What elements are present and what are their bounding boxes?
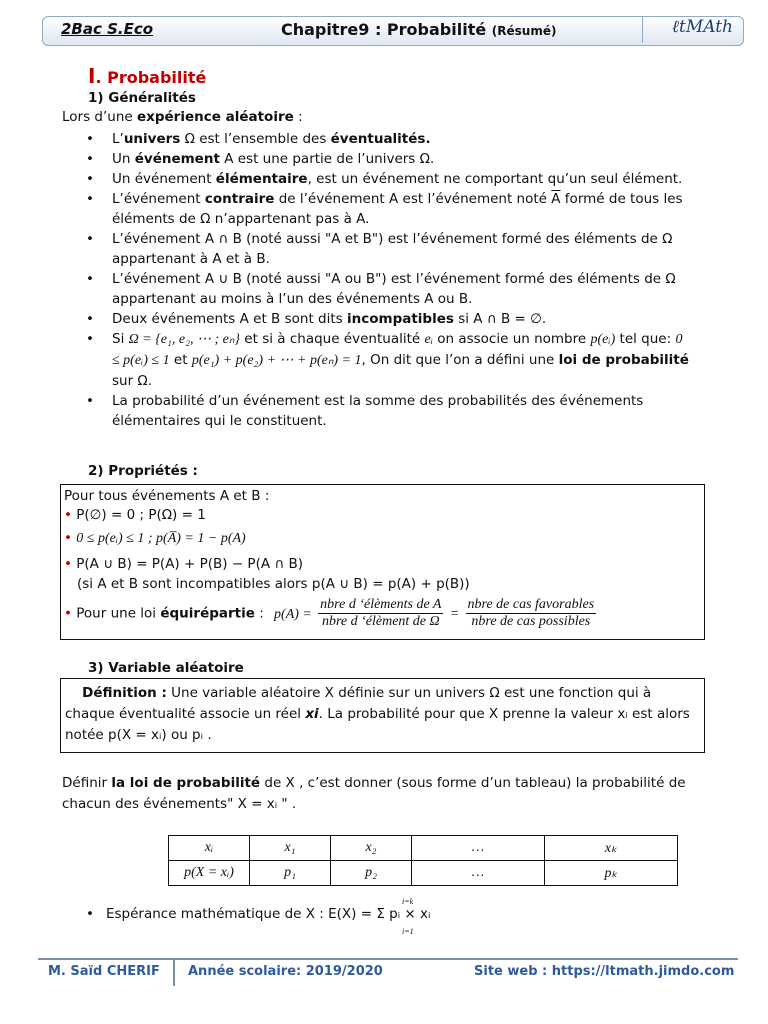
esperance-item: • Espérance mathématique de X : E(X) = Σ pᵢ × xᵢ [86,906,431,922]
subsection-1-title: 1) Généralités [88,90,196,106]
properties-intro: Pour tous événements A et B : [64,488,270,504]
author: M. Saïd CHERIF [48,964,160,979]
list-item: • L’événement A ∩ B (noté aussi "A et B") est l’événement formé des éléments de Ω appartenant à A et à B. [82,229,692,269]
chapter-title: Chapitre9 : Probabilité (Résumé) [281,20,557,39]
property-union: • P(A ∪ B) = P(A) + P(B) − P(A ∩ B) [64,556,304,572]
table-cell: p(X = xᵢ) [169,861,250,886]
definition-box [60,678,705,753]
property-equiprobable: • Pour une loi équirépartie : p(A) = $\frac{\text{nbre d ‘élèments de A}}{\text{nbre d ‘élèment de Ω}}$ = $\frac{\text{nbre de cas favorables}}{\text{nbre de cas possibles}}$ [64,597,595,629]
property-incompatible: (si A et B sont incompatibles alors p(A ∪ B) = p(A) + p(B)) [77,576,470,592]
table-cell: xᵢ [169,836,250,861]
list-item: • Un événement A est une partie de l’univers Ω. [82,149,692,169]
page-header [42,16,744,46]
list-item: • Un événement élémentaire, est un événement ne comportant qu’un seul élément. [82,169,692,189]
table-row [169,836,678,861]
table-cell: pₖ [545,861,678,886]
table-cell: xₖ [545,836,678,861]
page-footer [38,958,738,988]
sum-upper-bound: i=k [402,897,414,906]
subsection-3-title: 3) Variable aléatoire [88,660,244,676]
footer-divider [38,958,738,960]
sum-lower-bound: i=1 [402,927,414,936]
intro-line: Lors d’une expérience aléatoire : [62,109,303,125]
table-cell: x₂ [331,836,412,861]
table-row [169,861,678,886]
definition-text: Définition : Une variable aléatoire X définie sur un univers Ω est une fonction qui à chaque éventualité associe un réel xi. La probabilité pour que X prenne la valeur xᵢ est alors notée p(X = xᵢ) ou pᵢ . [65,685,690,743]
properties-box [60,484,705,640]
probability-table [168,835,678,886]
definitions-list [82,129,692,431]
table-cell: … [412,836,545,861]
loi-text: Définir la loi de probabilité de X , c’est donner (sous forme d’un tableau) la probabilité de chacun des événements" X = xᵢ " . [62,775,686,812]
logo: ℓtMAth [642,17,733,43]
list-item: • L’événement A ∪ B (noté aussi "A ou B") est l’événement formé des éléments de Ω appartenant au moins à l’un des événements A ou B. [82,269,692,309]
class-label: 2Bac S.Eco [61,20,154,38]
table-cell: x₁ [250,836,331,861]
table-cell: p₂ [331,861,412,886]
footer-separator [173,960,175,986]
school-year: Année scolaire: 2019/2020 [188,964,383,979]
table-cell: p₁ [250,861,331,886]
subsection-2-title: 2) Propriétés : [88,463,198,479]
property-complement: • 0 ≤ p(eᵢ) ≤ 1 ; p(A̅) = 1 − p(A) [64,530,246,546]
list-item: • La probabilité d’un événement est la somme des probabilités des événements élémentaires qui le constituent. [82,391,692,431]
property-empty-set: • P(∅) = 0 ; P(Ω) = 1 [64,507,206,523]
list-item: • Deux événements A et B sont dits incompatibles si A ∩ B = ∅. [82,309,692,329]
list-item: • L’univers Ω est l’ensemble des éventualités. [82,129,692,149]
list-item: • L’événement contraire de l’événement A est l’événement noté $\overline{A}$ formé de tous les éléments de Ω n’appartenant pas à A. [82,189,692,229]
section-heading: I. Probabilité [88,64,207,88]
list-item: • Si Ω = {e₁, e₂, ⋯ ; eₙ} et si à chaque éventualité eᵢ on associe un nombre p(eᵢ) tel que: 0 ≤ p(eᵢ) ≤ 1 et p(e₁) + p(e₂) + ⋯ + p(eₙ) = 1, On dit que l’on a défini une loi de probabilité sur Ω. [82,329,692,391]
website: Site web : https://ltmath.jimdo.com [474,964,735,979]
table-cell: … [412,861,545,886]
